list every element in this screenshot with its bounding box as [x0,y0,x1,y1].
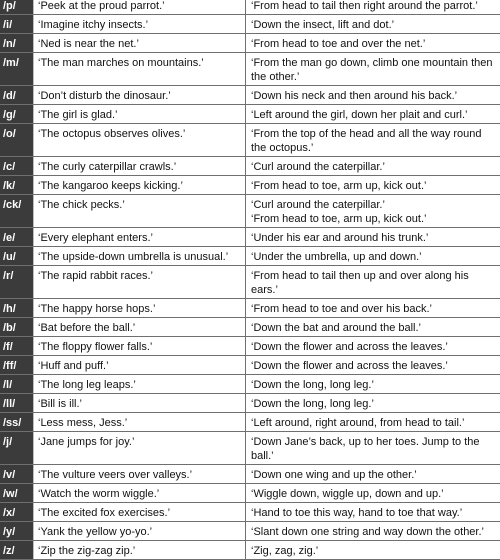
formation-cell: ‘Down one wing and up the other.’ [251,469,417,481]
table-row [0,246,500,265]
phrase-cell: ‘Zip the zig-zag zip.’ [34,541,246,559]
formation-cell: ‘Down the insect, lift and dot.’ [251,19,395,31]
phrase-cell: ‘The girl is glad.’ [34,105,246,123]
formation-cell: ‘Down his neck and then around his back.’ [251,90,458,102]
phrase-cell: ‘Bill is ill.’ [34,394,246,412]
sound-cell: /f/ [0,337,34,355]
table-row [0,317,500,336]
table-row [0,227,500,246]
phrase-cell: ‘Yank the yellow yo-yo.’ [34,522,246,540]
sound-cell: /d/ [0,86,34,104]
sound-cell: /ll/ [0,394,34,412]
table-row [0,540,500,560]
formation-cell: ‘Down Jane’s back, up to her toes. Jump to the ball.’ [251,436,480,462]
table-row [0,393,500,412]
sound-cell: /b/ [0,318,34,336]
formation-cell: ‘Hand to toe this way, hand to toe that way.’ [251,507,463,519]
formation-cell: ‘From head to tail then up and over along his ears.’ [251,270,469,296]
formation-cell: ‘From head to toe and over the net.’ [251,38,426,50]
phrase-cell: ‘Jane jumps for joy.’ [34,432,246,464]
phrase-cell: ‘The excited fox exercises.’ [34,503,246,521]
formation-line: ‘Curl around the caterpillar.’ [251,199,385,211]
formation-cell: ‘From head to tail then right around the parrot.’ [251,0,478,12]
formation-cell: ‘Down the bat and around the ball.’ [251,322,422,334]
formation-cell: ‘Down the flower and across the leaves.’ [251,341,448,353]
sound-cell: /u/ [0,247,34,265]
phrase-cell: ‘The rapid rabbit races.’ [34,266,246,298]
sound-cell: /j/ [0,432,34,464]
table-row [0,85,500,104]
sound-cell: /x/ [0,503,34,521]
phrase-cell: ‘Every elephant enters.’ [34,228,246,246]
sound-cell: /p/ [0,0,34,14]
formation-cell: ‘Left around, right around, from head to tail.’ [251,417,465,429]
phrase-cell: ‘The man marches on mountains.’ [34,53,246,85]
formation-cell: ‘Down the long, long leg.’ [251,398,374,410]
sound-cell: /m/ [0,53,34,85]
table-row [0,483,500,502]
formation-cell: ‘Under his ear and around his trunk.’ [251,232,429,244]
formation-cell: ‘From head to toe, arm up, kick out.’ [251,180,427,192]
table-row [0,123,500,156]
table-row [0,298,500,317]
phrase-cell: ‘The curly caterpillar crawls.’ [34,157,246,175]
formation-cell: ‘Slant down one string and way down the other.’ [251,526,484,538]
sound-cell: /y/ [0,522,34,540]
formation-cell: ‘Under the umbrella, up and down.’ [251,251,422,263]
table-row [0,431,500,464]
sound-cell: /r/ [0,266,34,298]
table-row [0,194,500,227]
phrase-cell: ‘Bat before the ball.’ [34,318,246,336]
table-row [0,0,500,14]
phrase-cell: ‘Huff and puff.’ [34,356,246,374]
phrase-cell: ‘The floppy flower falls.’ [34,337,246,355]
formation-cell: ‘From the top of the head and all the way round the octopus.’ [251,128,482,154]
formation-cell: ‘From the man go down, climb one mountain then the other.’ [251,57,493,83]
formation-cell: ‘Down the long, long leg.’ [251,379,374,391]
sound-cell: /l/ [0,375,34,393]
table-row [0,33,500,52]
sound-cell: /z/ [0,541,34,559]
sound-cell: /o/ [0,124,34,156]
phrase-cell: ‘The chick pecks.’ [34,195,246,227]
table-row [0,14,500,33]
table-row [0,521,500,540]
formation-cell: ‘Wiggle down, wiggle up, down and up.’ [251,488,444,500]
formation-cell: ‘Zig, zag, zig.’ [251,545,319,557]
sound-cell: /ff/ [0,356,34,374]
table-row [0,412,500,431]
sound-cell: /g/ [0,105,34,123]
table-row [0,52,500,85]
formation-cell [246,195,500,227]
phrase-cell: ‘Less mess, Jess.’ [34,413,246,431]
phrase-cell: ‘Imagine itchy insects.’ [34,15,246,33]
phrase-cell: ‘Ned is near the net.’ [34,34,246,52]
sound-cell: /c/ [0,157,34,175]
phrase-cell: ‘The happy horse hops.’ [34,299,246,317]
sound-cell: /k/ [0,176,34,194]
sound-cell: /ss/ [0,413,34,431]
table-row [0,104,500,123]
phrase-cell: ‘The kangaroo keeps kicking.’ [34,176,246,194]
sound-cell: /i/ [0,15,34,33]
table-row [0,355,500,374]
table-row [0,374,500,393]
sound-cell: /h/ [0,299,34,317]
sound-cell: /v/ [0,465,34,483]
phrase-cell: ‘Watch the worm wiggle.’ [34,484,246,502]
table-row [0,156,500,175]
table-row [0,175,500,194]
formation-cell: ‘Left around the girl, down her plait and curl.’ [251,109,468,121]
formation-line: ‘From head to toe, arm up, kick out.’ [251,213,427,225]
formation-cell: ‘From head to toe and over his back.’ [251,303,432,315]
phrase-cell: ‘The upside-down umbrella is unusual.’ [34,247,246,265]
phrase-cell: ‘The octopus observes olives.’ [34,124,246,156]
phrase-cell: ‘Don’t disturb the dinosaur.’ [34,86,246,104]
table-row [0,265,500,298]
table-row [0,502,500,521]
table-row [0,336,500,355]
phrase-cell: ‘The long leg leaps.’ [34,375,246,393]
sound-cell: /w/ [0,484,34,502]
sound-cell: /e/ [0,228,34,246]
table-row [0,464,500,483]
sound-cell: /ck/ [0,195,34,227]
formation-cell: ‘Curl around the caterpillar.’ [251,161,385,173]
phrase-cell: ‘The vulture veers over valleys.’ [34,465,246,483]
phrase-cell: ‘Peek at the proud parrot.’ [34,0,246,14]
sound-cell: /n/ [0,34,34,52]
formation-cell: ‘Down the flower and across the leaves.’ [251,360,448,372]
